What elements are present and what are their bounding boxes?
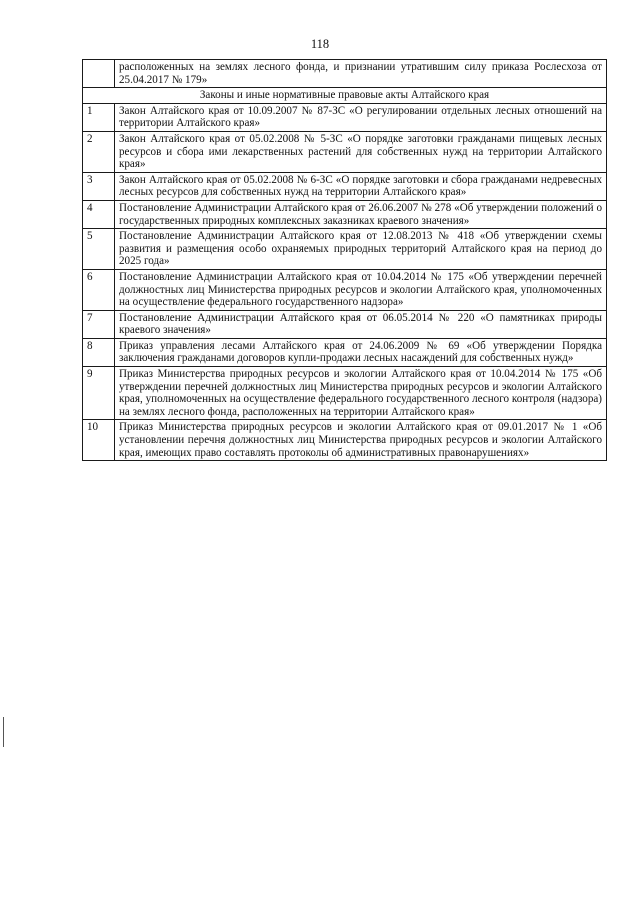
table-row	[83, 420, 607, 461]
row-number-cell: 8	[83, 338, 115, 366]
section-header: Законы и иные нормативные правовые акты Алтайского края	[83, 88, 607, 104]
row-number-cell: 2	[83, 131, 115, 172]
table-row	[83, 367, 607, 420]
row-number-cell	[83, 60, 115, 88]
row-number-cell: 7	[83, 310, 115, 338]
row-number-cell: 6	[83, 269, 115, 310]
table-row	[83, 310, 607, 338]
legal-acts-table	[82, 59, 607, 461]
table-row	[83, 338, 607, 366]
row-text-cell: Закон Алтайского края от 10.09.2007 № 87-ЗС «О регулировании отдельных лесных отношений на территории Алтайского края»	[115, 103, 607, 131]
row-text-cell: Приказ Министерства природных ресурсов и экологии Алтайского края от 09.01.2017 № 1 «Об установлении перечня должностных лиц Министерства природных ресурсов и экологии Алтайского края, имеющих право составлять протоколы об административных правонарушениях»	[115, 420, 607, 461]
row-text-cell: Приказ Министерства природных ресурсов и экологии Алтайского края от 10.04.2014 № 175 «Об утверждении перечней должностных лиц Министерства природных ресурсов и экологии Алтайского края, уполномоченных на осуществление федерального государственного лесного контроля (надзора) на землях лесного фонда, расположенных на территории Алтайского края»	[115, 367, 607, 420]
table-row	[83, 103, 607, 131]
row-number-cell: 4	[83, 200, 115, 228]
table-row-continuation	[83, 60, 607, 88]
table-row	[83, 200, 607, 228]
page-number: 118	[310, 37, 330, 51]
row-number-cell: 10	[83, 420, 115, 461]
section-header-row	[83, 88, 607, 104]
row-text-cell: Приказ управления лесами Алтайского края от 24.06.2009 № 69 «Об утверждении Порядка заключения гражданами договоров купли-продажи лесных насаждений для собственных нужд»	[115, 338, 607, 366]
row-text-cell: Постановление Администрации Алтайского края от 26.06.2007 № 278 «Об утверждении положений о государственных природных комплексных заказниках краевого значения»	[115, 200, 607, 228]
scan-margin-line	[3, 717, 4, 747]
row-text-cell: Закон Алтайского края от 05.02.2008 № 5-ЗС «О порядке заготовки гражданами пищевых лесных ресурсов и сбора ими лекарственных растений для собственных нужд на территории Алтайского края»	[115, 131, 607, 172]
row-text-cell: Постановление Администрации Алтайского края от 10.04.2014 № 175 «Об утверждении перечней должностных лиц Министерства природных ресурсов и экологии Алтайского края, уполномоченных на осуществление федерального государственного надзора»	[115, 269, 607, 310]
row-text-cell: расположенных на землях лесного фонда, и признании утратившим силу приказа Рослесхоза от 25.04.2017 № 179»	[115, 60, 607, 88]
row-number-cell: 1	[83, 103, 115, 131]
table-row	[83, 131, 607, 172]
row-text-cell: Закон Алтайского края от 05.02.2008 № 6-ЗС «О порядке заготовки и сбора гражданами недревесных лесных ресурсов для собственных нужд на территории Алтайского края»	[115, 172, 607, 200]
table-row	[83, 172, 607, 200]
row-number-cell: 3	[83, 172, 115, 200]
table-row	[83, 269, 607, 310]
row-number-cell: 9	[83, 367, 115, 420]
row-text-cell: Постановление Администрации Алтайского края от 06.05.2014 № 220 «О памятниках природы краевого значения»	[115, 310, 607, 338]
row-number-cell: 5	[83, 229, 115, 270]
table-row	[83, 229, 607, 270]
row-text-cell: Постановление Администрации Алтайского края от 12.08.2013 № 418 «Об утверждении схемы развития и размещения особо охраняемых природных территорий Алтайского края на период до 2025 года»	[115, 229, 607, 270]
